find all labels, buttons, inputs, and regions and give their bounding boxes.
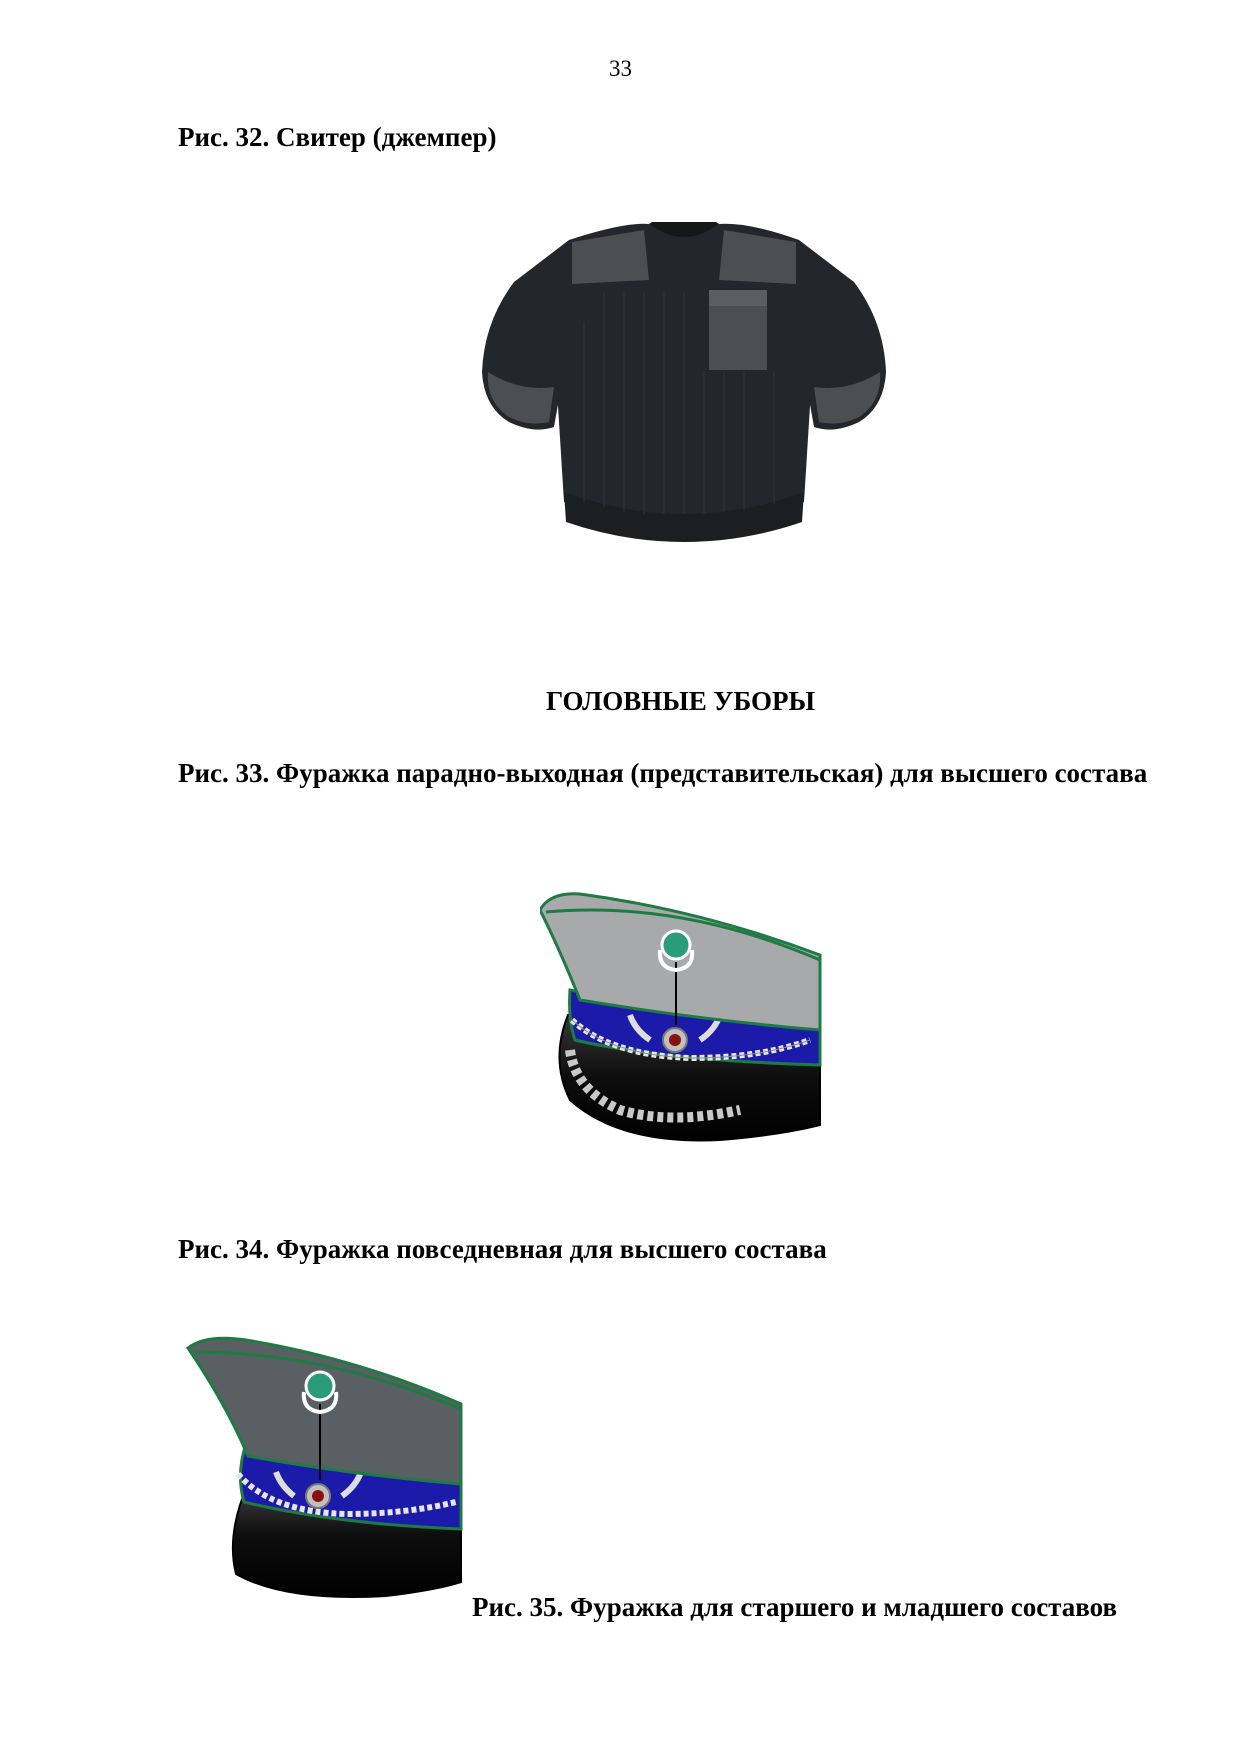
figure-33-caption: Рис. 33. Фуражка парадно-выходная (представительская) для высшего состава bbox=[178, 758, 1148, 788]
page-number: 33 bbox=[609, 56, 632, 81]
figure-32-caption: Рис. 32. Свитер (джемпер) bbox=[178, 122, 497, 152]
section-heading: ГОЛОВНЫЕ УБОРЫ bbox=[545, 686, 816, 716]
everyday-cap-image bbox=[186, 1334, 466, 1604]
sweater-image bbox=[474, 222, 894, 572]
parade-cap-image bbox=[540, 890, 830, 1150]
figure-34-caption: Рис. 34. Фуражка повседневная для высшего состава bbox=[178, 1234, 827, 1264]
figure-35-caption: Рис. 35. Фуражка для старшего и младшего составов bbox=[472, 1592, 1118, 1622]
